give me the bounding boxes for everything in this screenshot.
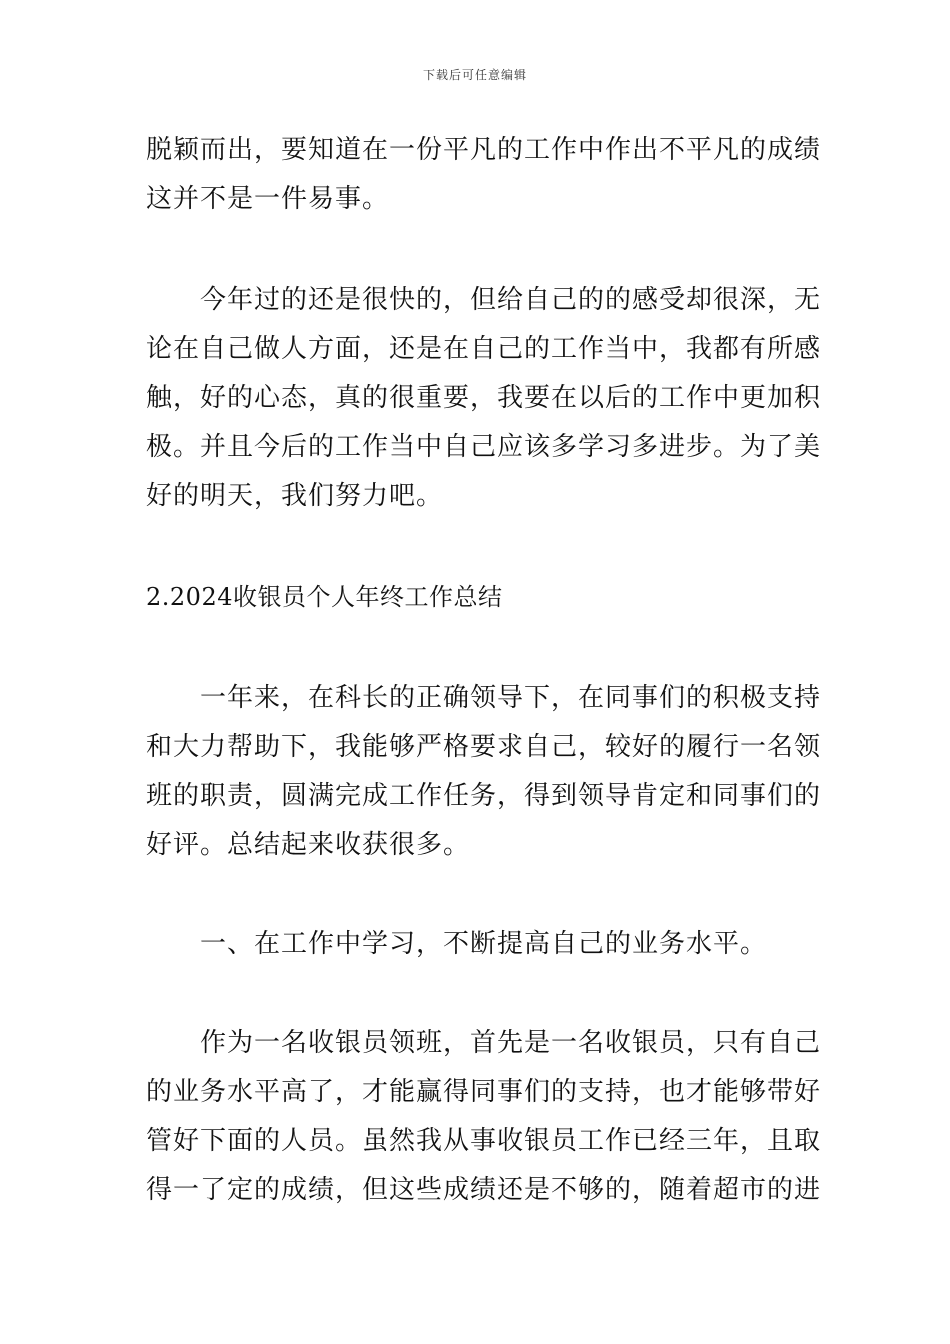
subheading-text: 一、在工作中学习，不断提高自己的业务水平。: [200, 929, 768, 959]
text-line: 的业务水平高了，才能赢得同事们的支持，也才能够带好: [146, 1077, 822, 1107]
subheading: [146, 920, 808, 969]
paragraph: [146, 674, 822, 870]
text-line: 极。并且今后的工作当中自己应该多学习多进步。为了美: [146, 432, 822, 462]
paragraph: [146, 276, 822, 521]
text-line: 今年过的还是很快的，但给自己的的感受却很深，无: [200, 285, 822, 315]
text-line: 脱颖而出，要知道在一份平凡的工作中作出不平凡的成绩: [146, 135, 822, 165]
page-header: 下载后可任意编辑: [422, 68, 527, 82]
text-line: 触，好的心态，真的很重要，我要在以后的工作中更加积: [146, 383, 822, 413]
heading-text: 2.2024收银员个人年终工作总结: [146, 583, 503, 611]
text-line: 班的职责，圆满完成工作任务，得到领导肯定和同事们的: [146, 781, 822, 811]
document-body: [146, 126, 822, 1215]
text-line: 和大力帮助下，我能够严格要求自己，较好的履行一名领: [146, 732, 822, 762]
paragraph: [146, 1019, 822, 1215]
text-line: 作为一名收银员领班，首先是一名收银员，只有自己: [200, 1028, 822, 1058]
paragraph: [146, 126, 822, 224]
text-line: 好评。总结起来收获很多。: [146, 830, 471, 860]
text-line: 管好下面的人员。虽然我从事收银员工作已经三年，且取: [146, 1126, 822, 1156]
text-line: 一年来，在科长的正确领导下，在同事们的积极支持: [200, 683, 822, 713]
text-line: 好的明天，我们努力吧。: [146, 481, 444, 511]
section-heading: [146, 573, 808, 622]
text-line: 这并不是一件易事。: [146, 184, 390, 214]
text-line: 得一了定的成绩，但这些成绩还是不够的，随着超市的进: [146, 1175, 822, 1205]
text-line: 论在自己做人方面，还是在自己的工作当中，我都有所感: [146, 334, 822, 364]
